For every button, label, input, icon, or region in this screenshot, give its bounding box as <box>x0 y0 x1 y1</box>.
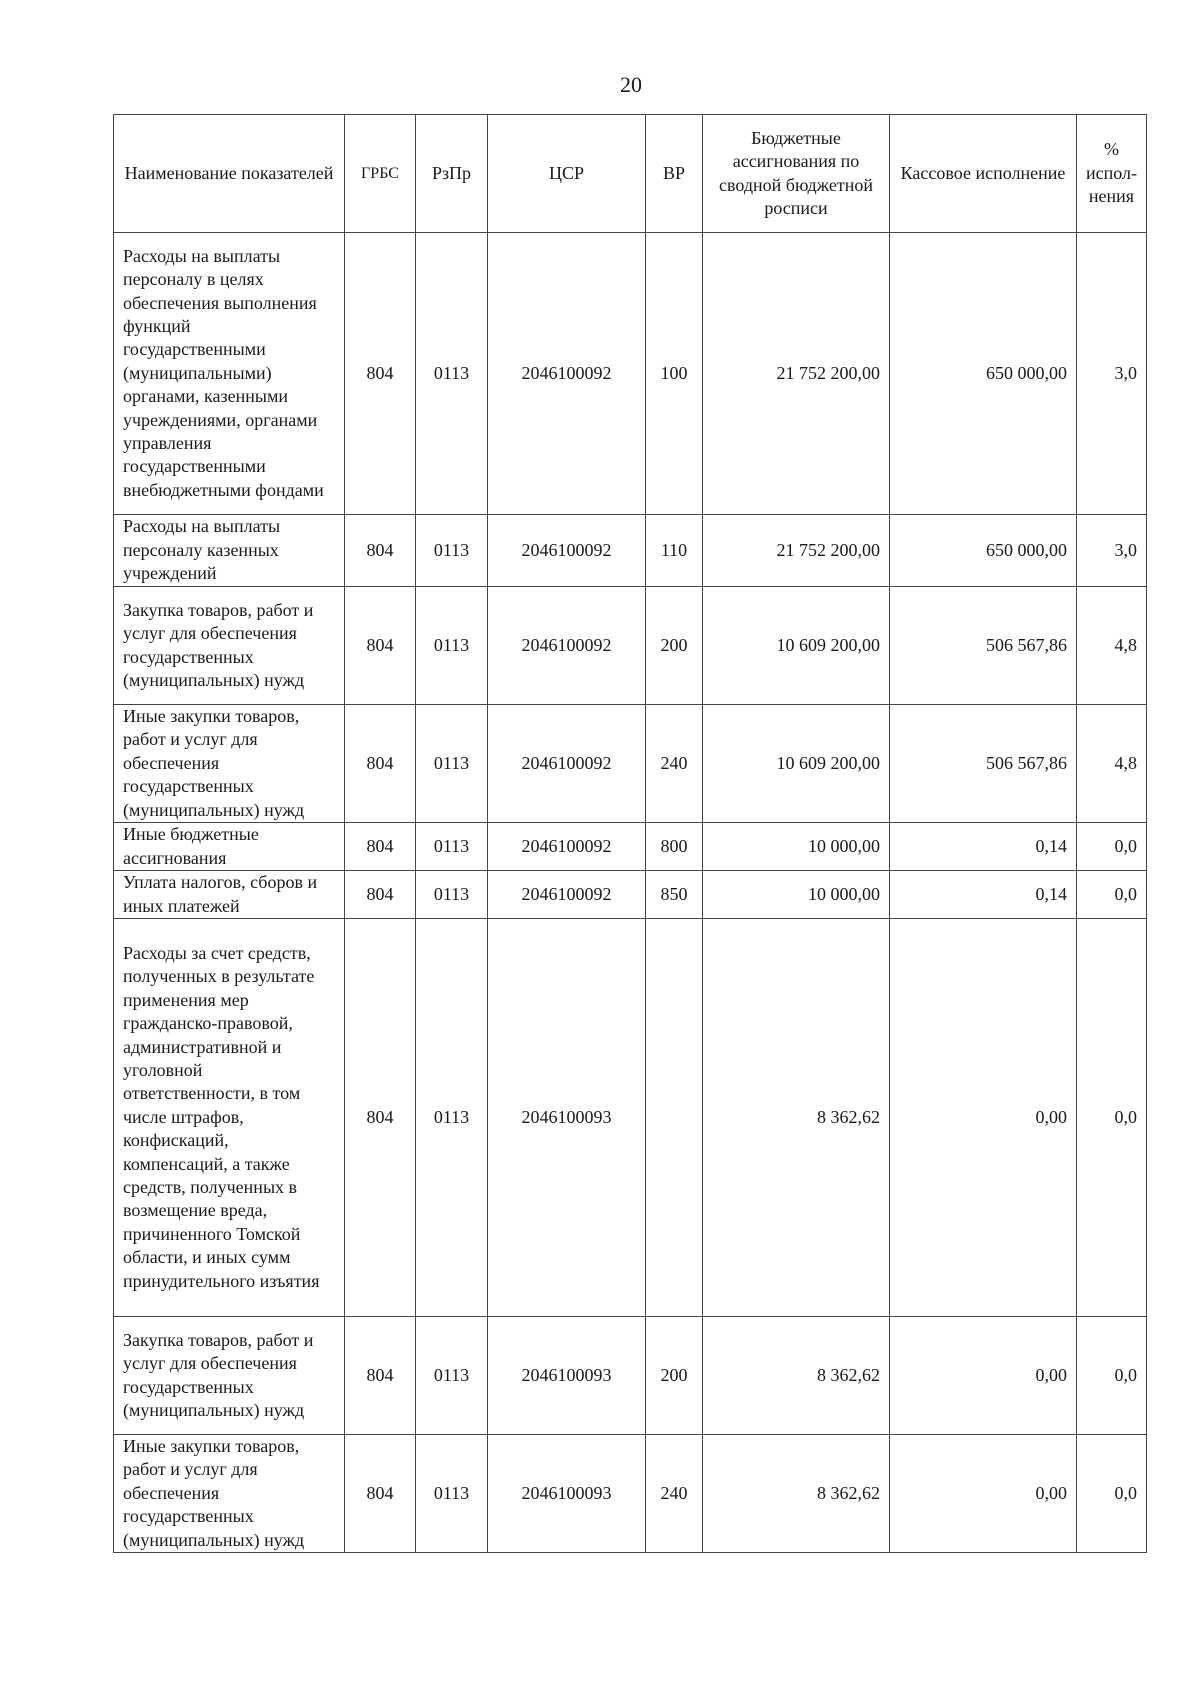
table-row <box>114 1435 1147 1553</box>
row-grbs: 804 <box>345 823 416 871</box>
row-cash: 0,14 <box>890 823 1077 871</box>
row-grbs: 804 <box>345 515 416 587</box>
header-name: Наименование показателей <box>114 115 345 233</box>
row-budget: 10 000,00 <box>703 823 890 871</box>
row-name: Иные закупки товаров, работ и услуг для обеспечения государственных (муниципальных) нужд <box>114 1435 345 1553</box>
row-percent: 0,0 <box>1077 871 1147 919</box>
row-name: Закупка товаров, работ и услуг для обеспечения государственных (муниципальных) нужд <box>114 1317 345 1435</box>
row-budget: 21 752 200,00 <box>703 233 890 515</box>
table-row <box>114 1317 1147 1435</box>
row-csr: 2046100092 <box>488 233 646 515</box>
row-name: Уплата налогов, сборов и иных платежей <box>114 871 345 919</box>
row-csr: 2046100093 <box>488 1317 646 1435</box>
header-percent: % испол-нения <box>1077 115 1147 233</box>
table-row <box>114 515 1147 587</box>
header-vr: ВР <box>646 115 703 233</box>
row-csr: 2046100093 <box>488 919 646 1317</box>
row-rzpr: 0113 <box>416 587 488 705</box>
row-vr: 800 <box>646 823 703 871</box>
row-vr: 100 <box>646 233 703 515</box>
row-csr: 2046100092 <box>488 871 646 919</box>
row-budget: 10 000,00 <box>703 871 890 919</box>
row-grbs: 804 <box>345 587 416 705</box>
row-cash: 0,00 <box>890 1435 1077 1553</box>
budget-execution-table <box>113 114 1147 1553</box>
row-rzpr: 0113 <box>416 1435 488 1553</box>
header-rzpr: РзПр <box>416 115 488 233</box>
row-name: Расходы за счет средств, полученных в результате применения мер гражданско-правовой, административной и уголовной ответственности, в том числе штрафов, конфискаций, компенсаций, а также средств, полученных в возмещение вреда, причиненного Томской области, и иных сумм принудительного изъятия <box>114 919 345 1317</box>
row-grbs: 804 <box>345 233 416 515</box>
row-percent: 0,0 <box>1077 823 1147 871</box>
row-csr: 2046100092 <box>488 515 646 587</box>
row-percent: 0,0 <box>1077 919 1147 1317</box>
row-csr: 2046100092 <box>488 587 646 705</box>
row-rzpr: 0113 <box>416 871 488 919</box>
row-budget: 8 362,62 <box>703 919 890 1317</box>
row-rzpr: 0113 <box>416 823 488 871</box>
row-csr: 2046100092 <box>488 705 646 823</box>
row-percent: 3,0 <box>1077 515 1147 587</box>
row-rzpr: 0113 <box>416 1317 488 1435</box>
header-budget: Бюджетные ассигнования по сводной бюджетной росписи <box>703 115 890 233</box>
row-cash: 0,14 <box>890 871 1077 919</box>
row-percent: 4,8 <box>1077 705 1147 823</box>
row-budget: 10 609 200,00 <box>703 587 890 705</box>
row-cash: 650 000,00 <box>890 233 1077 515</box>
page-number: 20 <box>620 72 642 97</box>
row-name: Иные закупки товаров, работ и услуг для обеспечения государственных (муниципальных) нужд <box>114 705 345 823</box>
row-name: Расходы на выплаты персоналу в целях обеспечения выполнения функций государственными (муниципальными) органами, казенными учреждениями, органами управления государственными внебюджетными фондами <box>114 233 345 515</box>
row-budget: 21 752 200,00 <box>703 515 890 587</box>
row-name: Закупка товаров, работ и услуг для обеспечения государственных (муниципальных) нужд <box>114 587 345 705</box>
row-vr: 200 <box>646 1317 703 1435</box>
table-row <box>114 919 1147 1317</box>
row-grbs: 804 <box>345 1317 416 1435</box>
row-percent: 3,0 <box>1077 233 1147 515</box>
row-grbs: 804 <box>345 1435 416 1553</box>
row-csr: 2046100092 <box>488 823 646 871</box>
row-budget: 8 362,62 <box>703 1317 890 1435</box>
row-rzpr: 0113 <box>416 515 488 587</box>
table-row <box>114 871 1147 919</box>
row-cash: 650 000,00 <box>890 515 1077 587</box>
row-vr <box>646 919 703 1317</box>
row-vr: 850 <box>646 871 703 919</box>
header-grbs: ГРБС <box>345 115 416 233</box>
row-vr: 240 <box>646 705 703 823</box>
row-grbs: 804 <box>345 705 416 823</box>
table-row <box>114 587 1147 705</box>
row-budget: 8 362,62 <box>703 1435 890 1553</box>
row-percent: 0,0 <box>1077 1317 1147 1435</box>
row-cash: 506 567,86 <box>890 705 1077 823</box>
row-rzpr: 0113 <box>416 705 488 823</box>
table-header <box>114 115 1147 233</box>
row-percent: 4,8 <box>1077 587 1147 705</box>
row-budget: 10 609 200,00 <box>703 705 890 823</box>
row-percent: 0,0 <box>1077 1435 1147 1553</box>
row-cash: 0,00 <box>890 1317 1077 1435</box>
row-vr: 200 <box>646 587 703 705</box>
table-body <box>114 233 1147 1553</box>
header-cash: Кассовое исполнение <box>890 115 1077 233</box>
row-vr: 110 <box>646 515 703 587</box>
row-vr: 240 <box>646 1435 703 1553</box>
row-rzpr: 0113 <box>416 233 488 515</box>
table-row <box>114 823 1147 871</box>
row-csr: 2046100093 <box>488 1435 646 1553</box>
row-grbs: 804 <box>345 919 416 1317</box>
header-csr: ЦСР <box>488 115 646 233</box>
table-row <box>114 233 1147 515</box>
row-cash: 0,00 <box>890 919 1077 1317</box>
row-name: Расходы на выплаты персоналу казенных учреждений <box>114 515 345 587</box>
row-rzpr: 0113 <box>416 919 488 1317</box>
row-grbs: 804 <box>345 871 416 919</box>
table-row <box>114 705 1147 823</box>
row-cash: 506 567,86 <box>890 587 1077 705</box>
row-name: Иные бюджетные ассигнования <box>114 823 345 871</box>
